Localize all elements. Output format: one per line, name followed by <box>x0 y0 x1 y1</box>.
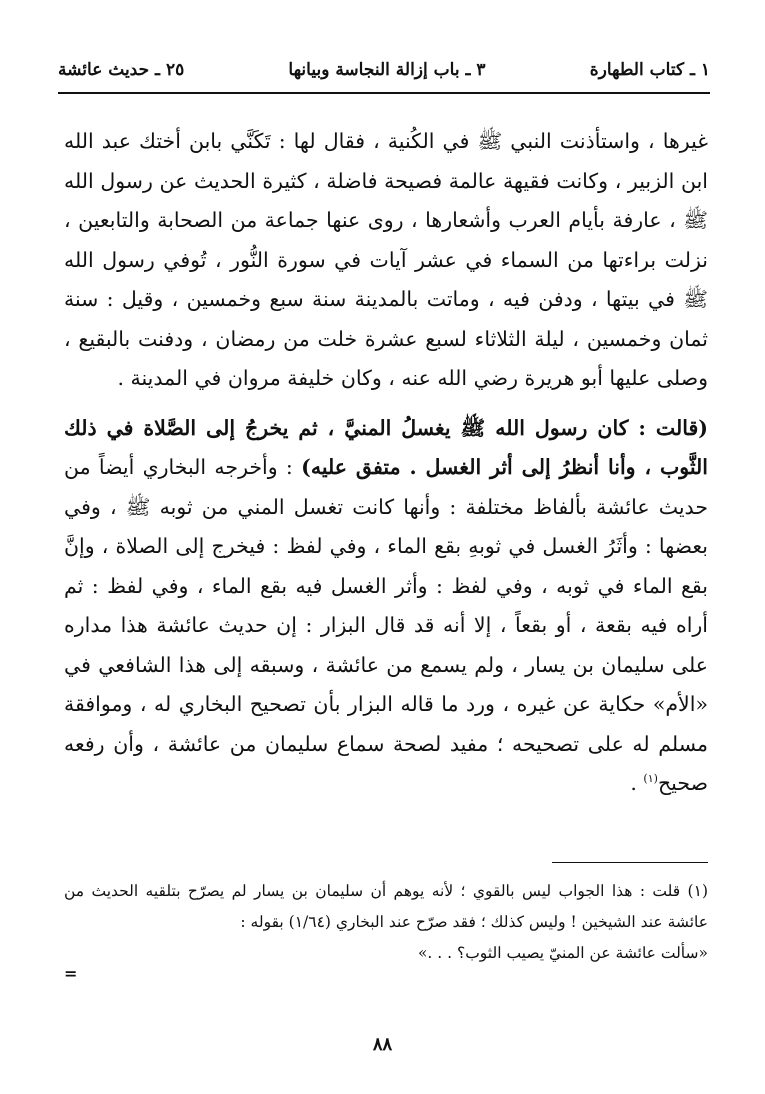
paragraph-end-mark: . <box>630 771 644 795</box>
footnote-continuation-mark: = <box>64 964 78 983</box>
footnote-reference[interactable]: (١) <box>643 772 658 786</box>
paragraph-biography-text: غيرها ، واستأذنت النبي ﷺ في الكُنية ، فقال لها : تَكَنَّي بابن أختك عبد الله ابن الزبير ، وكانت فقيهة عالمة فصيحة فاضلة ، كثيرة الحديث عن رسول الله ﷺ ، عارفة بأيام العرب وأشعارها ، روى عنها جماعة من الصحابة والتابعين ، نزلت براءتها من السماء في عشر آيات في سورة النُّور ، تُوفي رسول الله ﷺ في بيتها ، ودفن فيه ، وماتت بالمدينة سنة سبع وخمسين ، وقيل : سنة ثمان وخمسين ، ليلة الثلاثاء لسبع عشرة خلت من رمضان ، ودفنت بالبقيع ، وصلى عليها أبو هريرة رضي الله عنه ، وكان خليفة مروان في المدينة . <box>64 129 708 390</box>
hadith-commentary: : وأخرجه البخاري أيضاً من حديث عائشة بألفاظ مختلفة : وأنها كانت تغسل المني من ثوبه ﷺ ، وفي بعضها : وأثَرُ الغسل في ثوبهِ بقع الماء ، وفي لفظ : فيخرج إلى الصلاة ، وإنَّ بقع الماء في ثوبه ، وفي لفظ : وأثر الغسل فيه بقع الماء ، وفي لفظ : ثم أراه فيه بقعة ، أو بقعاً ، إلا أنه قد قال البزار : إن حديث عائشة هذا مداره على سليمان بن يسار ، ولم يسمع من عائشة ، وسبقه إلى هذا الشافعي في «الأم» حكاية عن غيره ، ورد ما قاله البزار بأن تصحيح البخاري له ، وموافقة مسلم له على تصحيحه ؛ مفيد لصحة سماع سليمان من عائشة ، وأن رفعه صحيح <box>64 455 708 795</box>
header-chapter-title: ٣ ـ باب إزالة النجاسة وبيانها <box>288 60 486 80</box>
header-hadith-title: ٢٥ ـ حديث عائشة <box>58 60 185 80</box>
footnotes <box>64 876 708 969</box>
header-book-title: ١ ـ كتاب الطهارة <box>589 60 710 80</box>
paragraph-hadith <box>64 409 708 804</box>
hadith-text: (قالت : كان رسول الله ﷺ يغسلُ المنيَّ ، ثم يخرجُ إلى الصَّلاة في ذلك الثَّوب ، وأنا أنظرُ إلى أثر الغسل . متفق عليه) <box>64 415 708 479</box>
footnote-1-quote: «سألت عائشة عن المنيّ يصيب الثوب؟ . . .» <box>417 944 708 962</box>
paragraph-biography <box>64 122 708 399</box>
main-text <box>64 122 708 804</box>
running-header <box>58 52 710 88</box>
footnote-1: (١) قلت : هذا الجواب ليس بالقوي ؛ لأنه يوهم أن سليمان بن يسار لم يصرّح بتلقيه الحديث من عائشة عند الشيخين ! وليس كذلك ؛ فقد صرّح عند البخاري (١/٦٤) بقوله : <box>64 882 708 931</box>
header-divider <box>58 92 710 94</box>
page-number: ٨٨ <box>372 1034 393 1055</box>
footnote-divider <box>552 862 708 863</box>
